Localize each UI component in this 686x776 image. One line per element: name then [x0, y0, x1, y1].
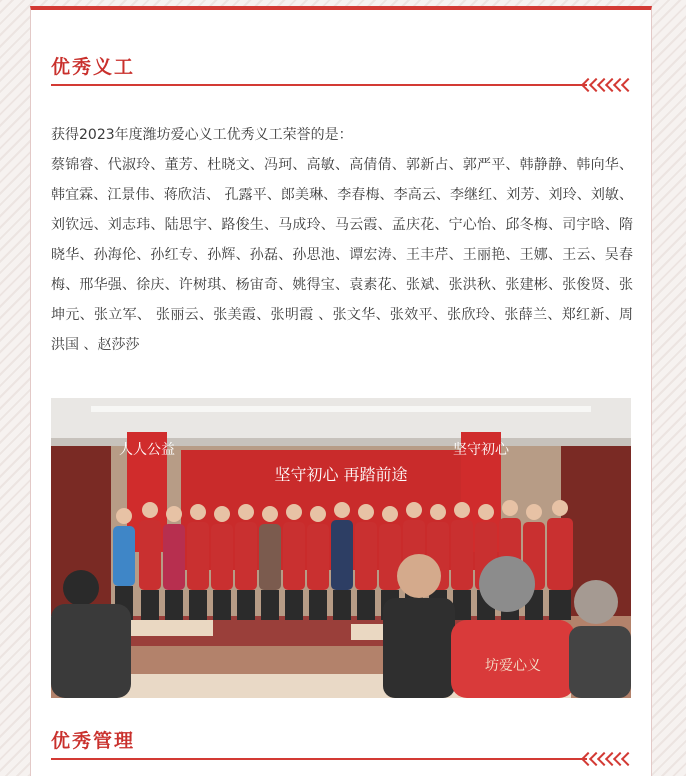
honoree-names: 蔡锦睿、代淑玲、董芳、杜晓文、冯珂、高敏、高倩倩、郭新占、郭严平、韩静静、韩向华、韩宜霖、江景伟、蒋欣洁、 孔露平、郎美琳、李春梅、李高云、李继红、刘芳、刘玲、刘敏、刘钦远、刘志玮、陆思宇、路俊生、马成玲、马云霞、孟庆花、宁心怡、邱冬梅、司宇晗、隋晓华、孙海伦、孙红专、孙辉、孙磊、孙思池、谭宏涛、王丰芹、王丽艳、王娜、王云、吴春梅、邢华强、徐庆、许树琪、杨宙奇、姚得宝、袁素花、张斌、张洪秋、张建彬、张俊贤、张坤元、张立军、 张丽云、张美霞、张明霞 、张文华、张效平、张欣玲、张薛兰、郑红新、周洪国 、赵莎莎: [51, 157, 633, 353]
divider: [51, 758, 587, 760]
banner-left-text: 人人公益: [119, 442, 175, 458]
ceiling-light: [91, 406, 591, 412]
backdrop-slogan: 坚守初心 再踏前途: [274, 465, 408, 484]
group-photo-illustration: [51, 398, 631, 698]
group-photo: [51, 398, 631, 698]
section-header-excellent-volunteers: [51, 52, 631, 86]
banner-right-text: 坚守初心: [453, 442, 509, 458]
article-card: [30, 6, 652, 776]
section-title: 优秀管理: [51, 730, 136, 752]
chevrons-decoration: [583, 752, 631, 766]
intro-text: 获得2023年度潍坊爱心义工优秀义工荣誉的是：: [51, 127, 353, 143]
vest-text: 坊爱心义: [485, 658, 541, 674]
chevrons-decoration: [583, 78, 631, 92]
section-header-excellent-management: [51, 726, 631, 760]
chevron-left-icon: [623, 78, 631, 92]
divider: [51, 84, 587, 86]
section-title: 优秀义工: [51, 56, 136, 78]
table-left: [123, 620, 213, 636]
chevron-left-icon: [623, 752, 631, 766]
